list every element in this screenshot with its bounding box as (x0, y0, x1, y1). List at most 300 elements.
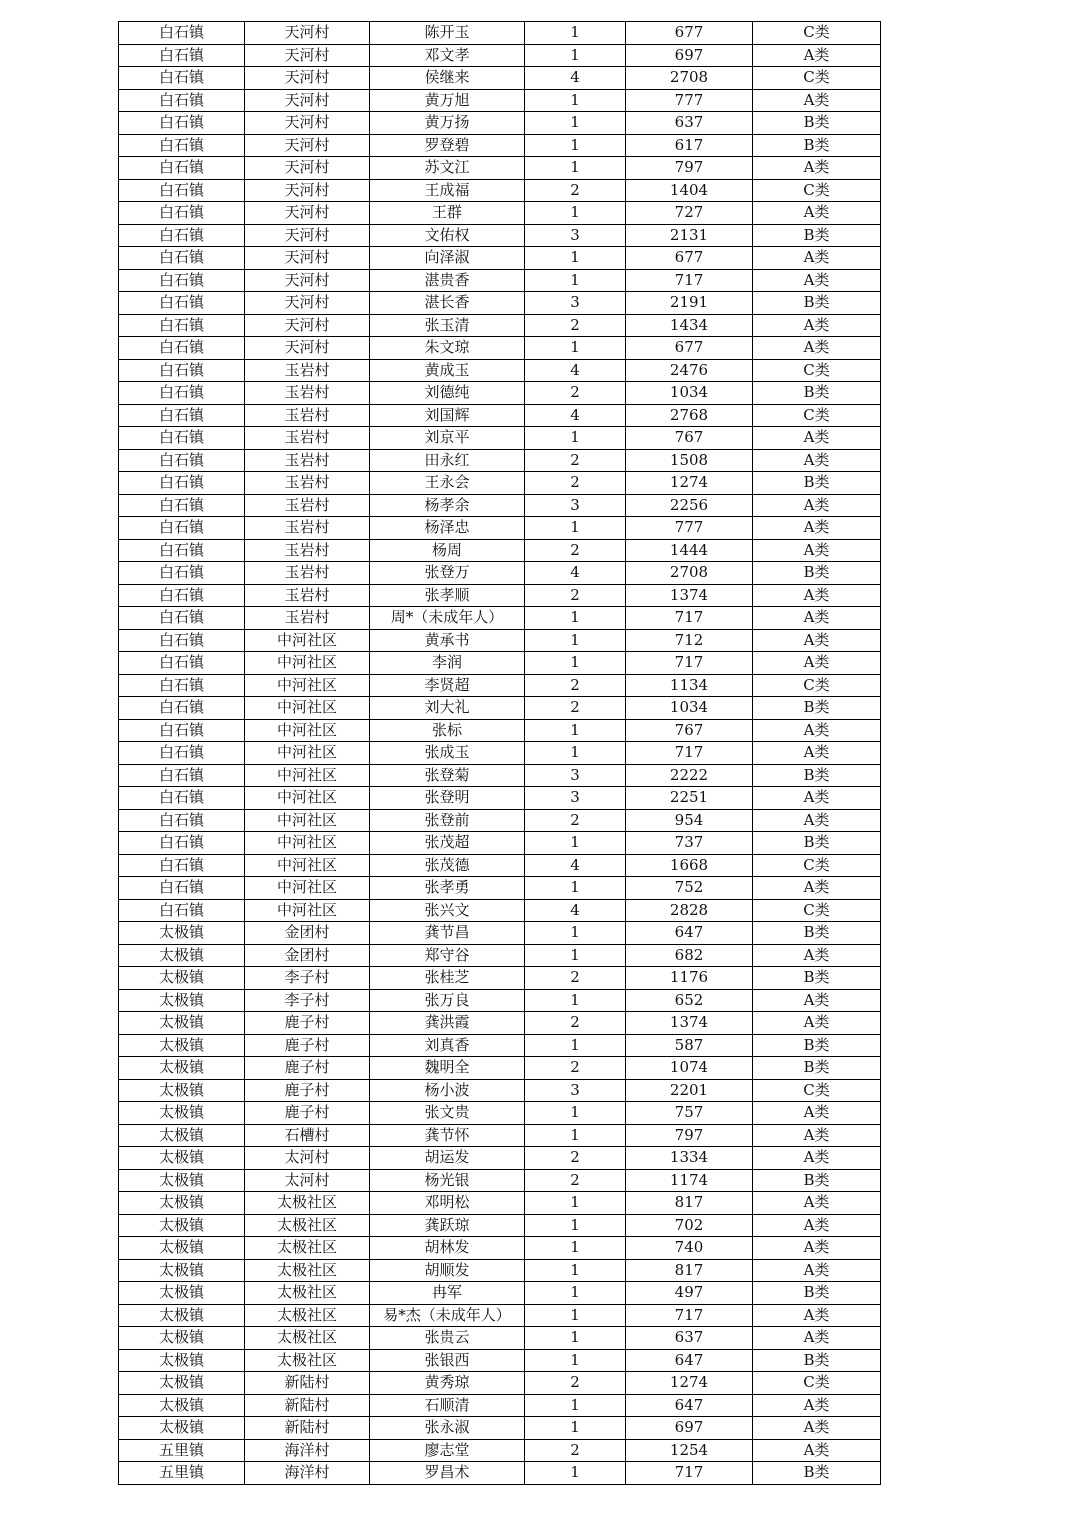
name-cell: 侯继来 (370, 67, 525, 90)
household-size-cell: 3 (525, 764, 626, 787)
town-cell: 白石镇 (119, 44, 245, 67)
household-size-cell: 2 (525, 809, 626, 832)
village-cell: 玉岩村 (245, 539, 370, 562)
name-cell: 龚洪霞 (370, 1012, 525, 1035)
table-row (119, 854, 881, 877)
name-cell: 杨光银 (370, 1169, 525, 1192)
village-cell: 鹿子村 (245, 1102, 370, 1125)
town-cell: 白石镇 (119, 359, 245, 382)
category-cell: A类 (753, 1214, 881, 1237)
amount-cell: 2708 (626, 67, 753, 90)
amount-cell: 777 (626, 517, 753, 540)
village-cell: 中河社区 (245, 899, 370, 922)
name-cell: 罗登碧 (370, 134, 525, 157)
town-cell: 太极镇 (119, 944, 245, 967)
category-cell: A类 (753, 539, 881, 562)
amount-cell: 2131 (626, 224, 753, 247)
category-cell: A类 (753, 1304, 881, 1327)
village-cell: 太极社区 (245, 1349, 370, 1372)
village-cell: 李子村 (245, 989, 370, 1012)
household-size-cell: 1 (525, 1327, 626, 1350)
table-row (119, 314, 881, 337)
amount-cell: 497 (626, 1282, 753, 1305)
name-cell: 张贵云 (370, 1327, 525, 1350)
name-cell: 向泽淑 (370, 247, 525, 270)
name-cell: 张标 (370, 719, 525, 742)
household-size-cell: 1 (525, 202, 626, 225)
table-row (119, 89, 881, 112)
table-row (119, 1349, 881, 1372)
category-cell: A类 (753, 1259, 881, 1282)
town-cell: 白石镇 (119, 404, 245, 427)
table-row (119, 517, 881, 540)
table-row (119, 1147, 881, 1170)
amount-cell: 2768 (626, 404, 753, 427)
amount-cell: 2256 (626, 494, 753, 517)
name-cell: 张兴文 (370, 899, 525, 922)
table-row (119, 1237, 881, 1260)
amount-cell: 752 (626, 877, 753, 900)
household-size-cell: 3 (525, 787, 626, 810)
name-cell: 张文贵 (370, 1102, 525, 1125)
table-row (119, 1417, 881, 1440)
table-row (119, 1439, 881, 1462)
table-row (119, 359, 881, 382)
category-cell: A类 (753, 629, 881, 652)
town-cell: 白石镇 (119, 314, 245, 337)
amount-cell: 2222 (626, 764, 753, 787)
town-cell: 白石镇 (119, 607, 245, 630)
amount-cell: 737 (626, 832, 753, 855)
household-size-cell: 2 (525, 382, 626, 405)
village-cell: 中河社区 (245, 652, 370, 675)
amount-cell: 817 (626, 1192, 753, 1215)
name-cell: 邓明松 (370, 1192, 525, 1215)
village-cell: 太极社区 (245, 1192, 370, 1215)
village-cell: 天河村 (245, 179, 370, 202)
household-size-cell: 1 (525, 922, 626, 945)
village-cell: 石槽村 (245, 1124, 370, 1147)
table-row (119, 607, 881, 630)
table-row (119, 67, 881, 90)
town-cell: 白石镇 (119, 337, 245, 360)
amount-cell: 717 (626, 269, 753, 292)
category-cell: A类 (753, 427, 881, 450)
data-table (118, 21, 881, 1485)
category-cell: B类 (753, 832, 881, 855)
category-cell: B类 (753, 1057, 881, 1080)
table-row (119, 292, 881, 315)
table-row (119, 224, 881, 247)
village-cell: 天河村 (245, 337, 370, 360)
village-cell: 天河村 (245, 247, 370, 270)
name-cell: 石顺清 (370, 1394, 525, 1417)
name-cell: 黄万扬 (370, 112, 525, 135)
category-cell: B类 (753, 472, 881, 495)
village-cell: 玉岩村 (245, 404, 370, 427)
name-cell: 王群 (370, 202, 525, 225)
village-cell: 新陆村 (245, 1372, 370, 1395)
table-row (119, 764, 881, 787)
village-cell: 天河村 (245, 224, 370, 247)
household-size-cell: 2 (525, 1057, 626, 1080)
household-size-cell: 1 (525, 1259, 626, 1282)
household-size-cell: 1 (525, 112, 626, 135)
village-cell: 金团村 (245, 944, 370, 967)
town-cell: 白石镇 (119, 269, 245, 292)
name-cell: 湛长香 (370, 292, 525, 315)
amount-cell: 777 (626, 89, 753, 112)
name-cell: 罗昌术 (370, 1462, 525, 1485)
town-cell: 太极镇 (119, 1259, 245, 1282)
town-cell: 白石镇 (119, 877, 245, 900)
town-cell: 太极镇 (119, 1057, 245, 1080)
name-cell: 郑守谷 (370, 944, 525, 967)
table-row (119, 382, 881, 405)
village-cell: 玉岩村 (245, 607, 370, 630)
amount-cell: 1508 (626, 449, 753, 472)
household-size-cell: 1 (525, 607, 626, 630)
category-cell: A类 (753, 337, 881, 360)
table-row (119, 1012, 881, 1035)
household-size-cell: 1 (525, 337, 626, 360)
town-cell: 太极镇 (119, 1394, 245, 1417)
amount-cell: 797 (626, 157, 753, 180)
category-cell: B类 (753, 112, 881, 135)
amount-cell: 697 (626, 44, 753, 67)
town-cell: 白石镇 (119, 809, 245, 832)
household-size-cell: 1 (525, 1349, 626, 1372)
category-cell: A类 (753, 607, 881, 630)
category-cell: A类 (753, 989, 881, 1012)
village-cell: 玉岩村 (245, 382, 370, 405)
village-cell: 太极社区 (245, 1282, 370, 1305)
village-cell: 中河社区 (245, 854, 370, 877)
table-row (119, 719, 881, 742)
table-row (119, 944, 881, 967)
name-cell: 廖志堂 (370, 1439, 525, 1462)
amount-cell: 677 (626, 337, 753, 360)
category-cell: A类 (753, 517, 881, 540)
village-cell: 新陆村 (245, 1417, 370, 1440)
household-size-cell: 1 (525, 1034, 626, 1057)
name-cell: 易*杰（未成年人） (370, 1304, 525, 1327)
name-cell: 黄成玉 (370, 359, 525, 382)
town-cell: 白石镇 (119, 89, 245, 112)
category-cell: B类 (753, 1034, 881, 1057)
category-cell: C类 (753, 674, 881, 697)
household-size-cell: 1 (525, 1304, 626, 1327)
town-cell: 白石镇 (119, 742, 245, 765)
table-row (119, 697, 881, 720)
town-cell: 太极镇 (119, 1012, 245, 1035)
household-size-cell: 4 (525, 404, 626, 427)
household-size-cell: 1 (525, 742, 626, 765)
name-cell: 刘真香 (370, 1034, 525, 1057)
household-size-cell: 1 (525, 1462, 626, 1485)
category-cell: B类 (753, 967, 881, 990)
table-row (119, 787, 881, 810)
amount-cell: 1404 (626, 179, 753, 202)
household-size-cell: 1 (525, 1394, 626, 1417)
category-cell: A类 (753, 202, 881, 225)
table-row (119, 1214, 881, 1237)
town-cell: 白石镇 (119, 134, 245, 157)
village-cell: 玉岩村 (245, 427, 370, 450)
amount-cell: 697 (626, 1417, 753, 1440)
table-row (119, 674, 881, 697)
category-cell: C类 (753, 67, 881, 90)
name-cell: 张茂德 (370, 854, 525, 877)
town-cell: 白石镇 (119, 562, 245, 585)
amount-cell: 2708 (626, 562, 753, 585)
town-cell: 白石镇 (119, 697, 245, 720)
village-cell: 天河村 (245, 134, 370, 157)
village-cell: 太极社区 (245, 1259, 370, 1282)
village-cell: 玉岩村 (245, 359, 370, 382)
village-cell: 鹿子村 (245, 1034, 370, 1057)
table-row (119, 1372, 881, 1395)
town-cell: 白石镇 (119, 112, 245, 135)
name-cell: 朱文琼 (370, 337, 525, 360)
category-cell: A类 (753, 944, 881, 967)
household-size-cell: 1 (525, 1214, 626, 1237)
amount-cell: 647 (626, 922, 753, 945)
household-size-cell: 2 (525, 1372, 626, 1395)
name-cell: 王成福 (370, 179, 525, 202)
name-cell: 苏文江 (370, 157, 525, 180)
town-cell: 太极镇 (119, 1349, 245, 1372)
name-cell: 魏明全 (370, 1057, 525, 1080)
table-row (119, 112, 881, 135)
category-cell: C类 (753, 899, 881, 922)
household-size-cell: 1 (525, 989, 626, 1012)
name-cell: 刘德纯 (370, 382, 525, 405)
town-cell: 太极镇 (119, 1102, 245, 1125)
village-cell: 中河社区 (245, 764, 370, 787)
village-cell: 天河村 (245, 112, 370, 135)
category-cell: B类 (753, 1462, 881, 1485)
household-size-cell: 3 (525, 292, 626, 315)
town-cell: 白石镇 (119, 427, 245, 450)
category-cell: A类 (753, 1012, 881, 1035)
category-cell: A类 (753, 1439, 881, 1462)
amount-cell: 1374 (626, 1012, 753, 1035)
name-cell: 张孝勇 (370, 877, 525, 900)
village-cell: 玉岩村 (245, 449, 370, 472)
town-cell: 白石镇 (119, 224, 245, 247)
category-cell: A类 (753, 787, 881, 810)
household-size-cell: 2 (525, 539, 626, 562)
household-size-cell: 1 (525, 44, 626, 67)
amount-cell: 954 (626, 809, 753, 832)
village-cell: 太极社区 (245, 1214, 370, 1237)
village-cell: 中河社区 (245, 719, 370, 742)
town-cell: 白石镇 (119, 494, 245, 517)
town-cell: 白石镇 (119, 22, 245, 45)
amount-cell: 702 (626, 1214, 753, 1237)
village-cell: 玉岩村 (245, 517, 370, 540)
name-cell: 冉军 (370, 1282, 525, 1305)
table-row (119, 1259, 881, 1282)
table-row (119, 449, 881, 472)
household-size-cell: 2 (525, 674, 626, 697)
name-cell: 李润 (370, 652, 525, 675)
amount-cell: 1034 (626, 382, 753, 405)
amount-cell: 1334 (626, 1147, 753, 1170)
household-size-cell: 1 (525, 1102, 626, 1125)
town-cell: 白石镇 (119, 449, 245, 472)
name-cell: 黄承书 (370, 629, 525, 652)
category-cell: C类 (753, 179, 881, 202)
town-cell: 五里镇 (119, 1462, 245, 1485)
village-cell: 中河社区 (245, 787, 370, 810)
category-cell: A类 (753, 269, 881, 292)
household-size-cell: 1 (525, 1237, 626, 1260)
name-cell: 黄秀琼 (370, 1372, 525, 1395)
household-size-cell: 1 (525, 247, 626, 270)
village-cell: 玉岩村 (245, 472, 370, 495)
household-size-cell: 2 (525, 449, 626, 472)
table-row (119, 494, 881, 517)
table-row (119, 472, 881, 495)
amount-cell: 647 (626, 1349, 753, 1372)
town-cell: 白石镇 (119, 157, 245, 180)
name-cell: 龚跃琼 (370, 1214, 525, 1237)
town-cell: 太极镇 (119, 1417, 245, 1440)
household-size-cell: 1 (525, 719, 626, 742)
name-cell: 刘大礼 (370, 697, 525, 720)
table-row (119, 1304, 881, 1327)
table-row (119, 629, 881, 652)
household-size-cell: 1 (525, 832, 626, 855)
town-cell: 太极镇 (119, 1147, 245, 1170)
household-size-cell: 1 (525, 427, 626, 450)
name-cell: 杨周 (370, 539, 525, 562)
category-cell: C类 (753, 854, 881, 877)
household-size-cell: 3 (525, 1079, 626, 1102)
town-cell: 白石镇 (119, 652, 245, 675)
category-cell: A类 (753, 1417, 881, 1440)
category-cell: A类 (753, 44, 881, 67)
table-row (119, 1192, 881, 1215)
town-cell: 太极镇 (119, 1124, 245, 1147)
table-row (119, 832, 881, 855)
household-size-cell: 2 (525, 472, 626, 495)
name-cell: 张银西 (370, 1349, 525, 1372)
village-cell: 天河村 (245, 157, 370, 180)
category-cell: B类 (753, 292, 881, 315)
household-size-cell: 4 (525, 854, 626, 877)
name-cell: 刘京平 (370, 427, 525, 450)
category-cell: B类 (753, 1282, 881, 1305)
category-cell: A类 (753, 1327, 881, 1350)
village-cell: 中河社区 (245, 877, 370, 900)
name-cell: 杨小波 (370, 1079, 525, 1102)
town-cell: 太极镇 (119, 1237, 245, 1260)
household-size-cell: 1 (525, 269, 626, 292)
town-cell: 白石镇 (119, 674, 245, 697)
name-cell: 杨孝余 (370, 494, 525, 517)
town-cell: 白石镇 (119, 764, 245, 787)
amount-cell: 712 (626, 629, 753, 652)
village-cell: 中河社区 (245, 674, 370, 697)
village-cell: 中河社区 (245, 697, 370, 720)
town-cell: 白石镇 (119, 629, 245, 652)
town-cell: 白石镇 (119, 854, 245, 877)
village-cell: 太河村 (245, 1147, 370, 1170)
category-cell: A类 (753, 584, 881, 607)
amount-cell: 617 (626, 134, 753, 157)
amount-cell: 652 (626, 989, 753, 1012)
household-size-cell: 1 (525, 652, 626, 675)
household-size-cell: 2 (525, 1012, 626, 1035)
town-cell: 白石镇 (119, 787, 245, 810)
name-cell: 张桂芝 (370, 967, 525, 990)
village-cell: 新陆村 (245, 1394, 370, 1417)
household-size-cell: 1 (525, 1282, 626, 1305)
household-size-cell: 1 (525, 89, 626, 112)
town-cell: 白石镇 (119, 472, 245, 495)
amount-cell: 1074 (626, 1057, 753, 1080)
category-cell: B类 (753, 134, 881, 157)
name-cell: 张万良 (370, 989, 525, 1012)
amount-cell: 767 (626, 719, 753, 742)
table-row (119, 562, 881, 585)
category-cell: B类 (753, 224, 881, 247)
name-cell: 胡顺发 (370, 1259, 525, 1282)
category-cell: A类 (753, 1147, 881, 1170)
village-cell: 太极社区 (245, 1237, 370, 1260)
village-cell: 玉岩村 (245, 494, 370, 517)
table-row (119, 652, 881, 675)
town-cell: 太极镇 (119, 1304, 245, 1327)
town-cell: 太极镇 (119, 922, 245, 945)
household-size-cell: 1 (525, 134, 626, 157)
village-cell: 鹿子村 (245, 1079, 370, 1102)
category-cell: A类 (753, 494, 881, 517)
table-row (119, 1102, 881, 1125)
table-row (119, 922, 881, 945)
town-cell: 白石镇 (119, 382, 245, 405)
town-cell: 白石镇 (119, 832, 245, 855)
village-cell: 中河社区 (245, 832, 370, 855)
table-row (119, 1282, 881, 1305)
household-size-cell: 2 (525, 584, 626, 607)
name-cell: 张永淑 (370, 1417, 525, 1440)
village-cell: 玉岩村 (245, 584, 370, 607)
amount-cell: 817 (626, 1259, 753, 1282)
amount-cell: 1134 (626, 674, 753, 697)
name-cell: 张登万 (370, 562, 525, 585)
town-cell: 白石镇 (119, 292, 245, 315)
table-row (119, 1169, 881, 1192)
household-size-cell: 2 (525, 967, 626, 990)
table-row (119, 337, 881, 360)
name-cell: 李贤超 (370, 674, 525, 697)
table-row (119, 1057, 881, 1080)
household-size-cell: 2 (525, 1169, 626, 1192)
household-size-cell: 2 (525, 179, 626, 202)
amount-cell: 767 (626, 427, 753, 450)
category-cell: A类 (753, 877, 881, 900)
town-cell: 太极镇 (119, 1214, 245, 1237)
household-size-cell: 4 (525, 67, 626, 90)
name-cell: 邓文孝 (370, 44, 525, 67)
household-size-cell: 2 (525, 314, 626, 337)
table-row (119, 247, 881, 270)
village-cell: 天河村 (245, 89, 370, 112)
